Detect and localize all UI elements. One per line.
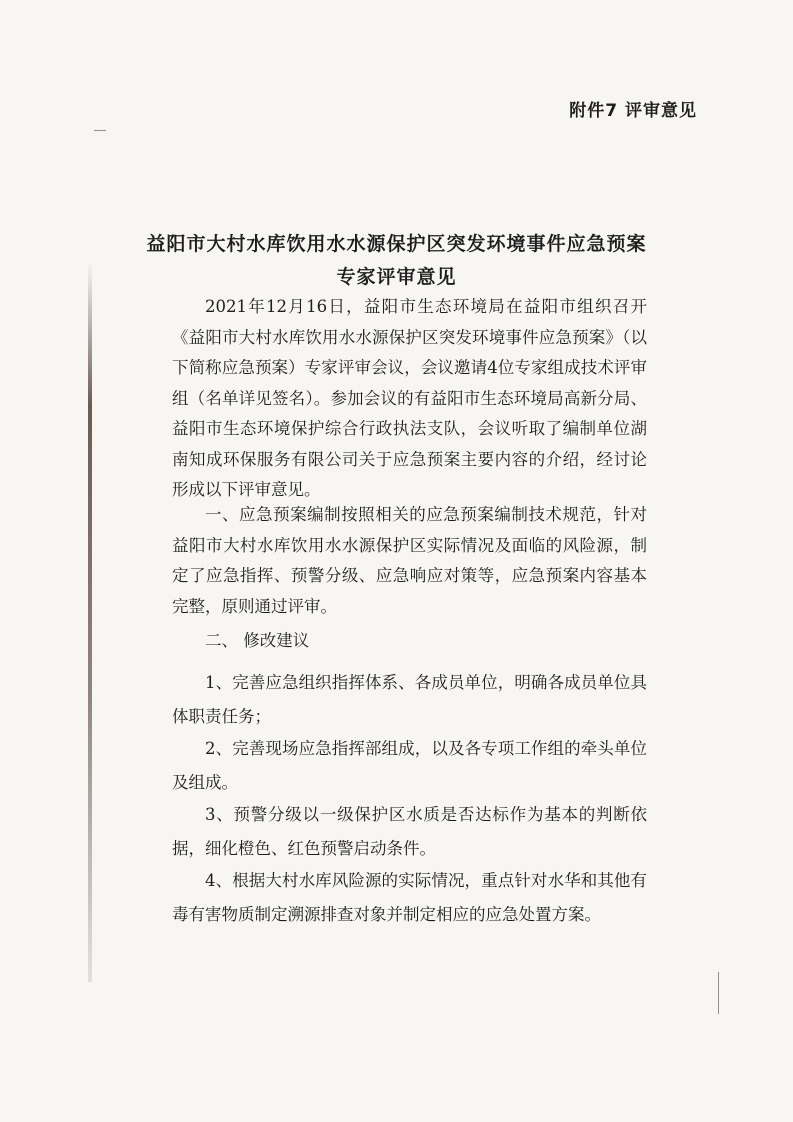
scan-edge-shadow: [88, 262, 92, 982]
document-title: 益阳市大村水库饮用水水源保护区突发环境事件应急预案: [146, 233, 647, 255]
suggestion-item: 4、根据大村水库风险源的实际情况，重点针对水华和其他有毒有害物质制定溯源排查对象并制定相应的应急处置方案。: [172, 871, 647, 924]
section-two-heading: 二、 修改建议: [205, 631, 310, 650]
suggestion-item: 3、预警分级以一级保护区水质是否达标作为基本的判断依据，细化橙色、红色预警启动条件。: [172, 805, 647, 858]
scan-mark: [718, 972, 719, 1014]
scan-mark: [94, 130, 106, 131]
suggestion-item: 1、完善应急组织指挥体系、各成员单位，明确各成员单位具体职责任务；: [172, 673, 647, 726]
annex-label: 附件7 评审意见: [569, 101, 697, 121]
intro-paragraph: 2021年12月16日，益阳市生态环境局在益阳市组织召开《益阳市大村水库饮用水水源保护区突发环境事件应急预案》（以下简称应急预案）专家评审会议，会议邀请4位专家组成技术评审组（名单详见签名）。参加会议的有益阳市生态环境局高新分局、益阳市生态环境保护综合行政执法支队，会议听取了编制单位湖南知成环保服务有限公司关于应急预案主要内容的介绍，经讨论形成以下评审意见。: [172, 297, 647, 499]
section-one-paragraph: 一、应急预案编制按照相关的应急预案编制技术规范，针对益阳市大村水库饮用水水源保护区实际情况及面临的风险源，制定了应急指挥、预警分级、应急响应对策等，应急预案内容基本完整，原则通过评审。: [172, 505, 647, 616]
document-subtitle: 专家评审意见: [336, 266, 457, 288]
suggestion-item: 2、完善现场应急指挥部组成，以及各专项工作组的牵头单位及组成。: [172, 739, 647, 792]
